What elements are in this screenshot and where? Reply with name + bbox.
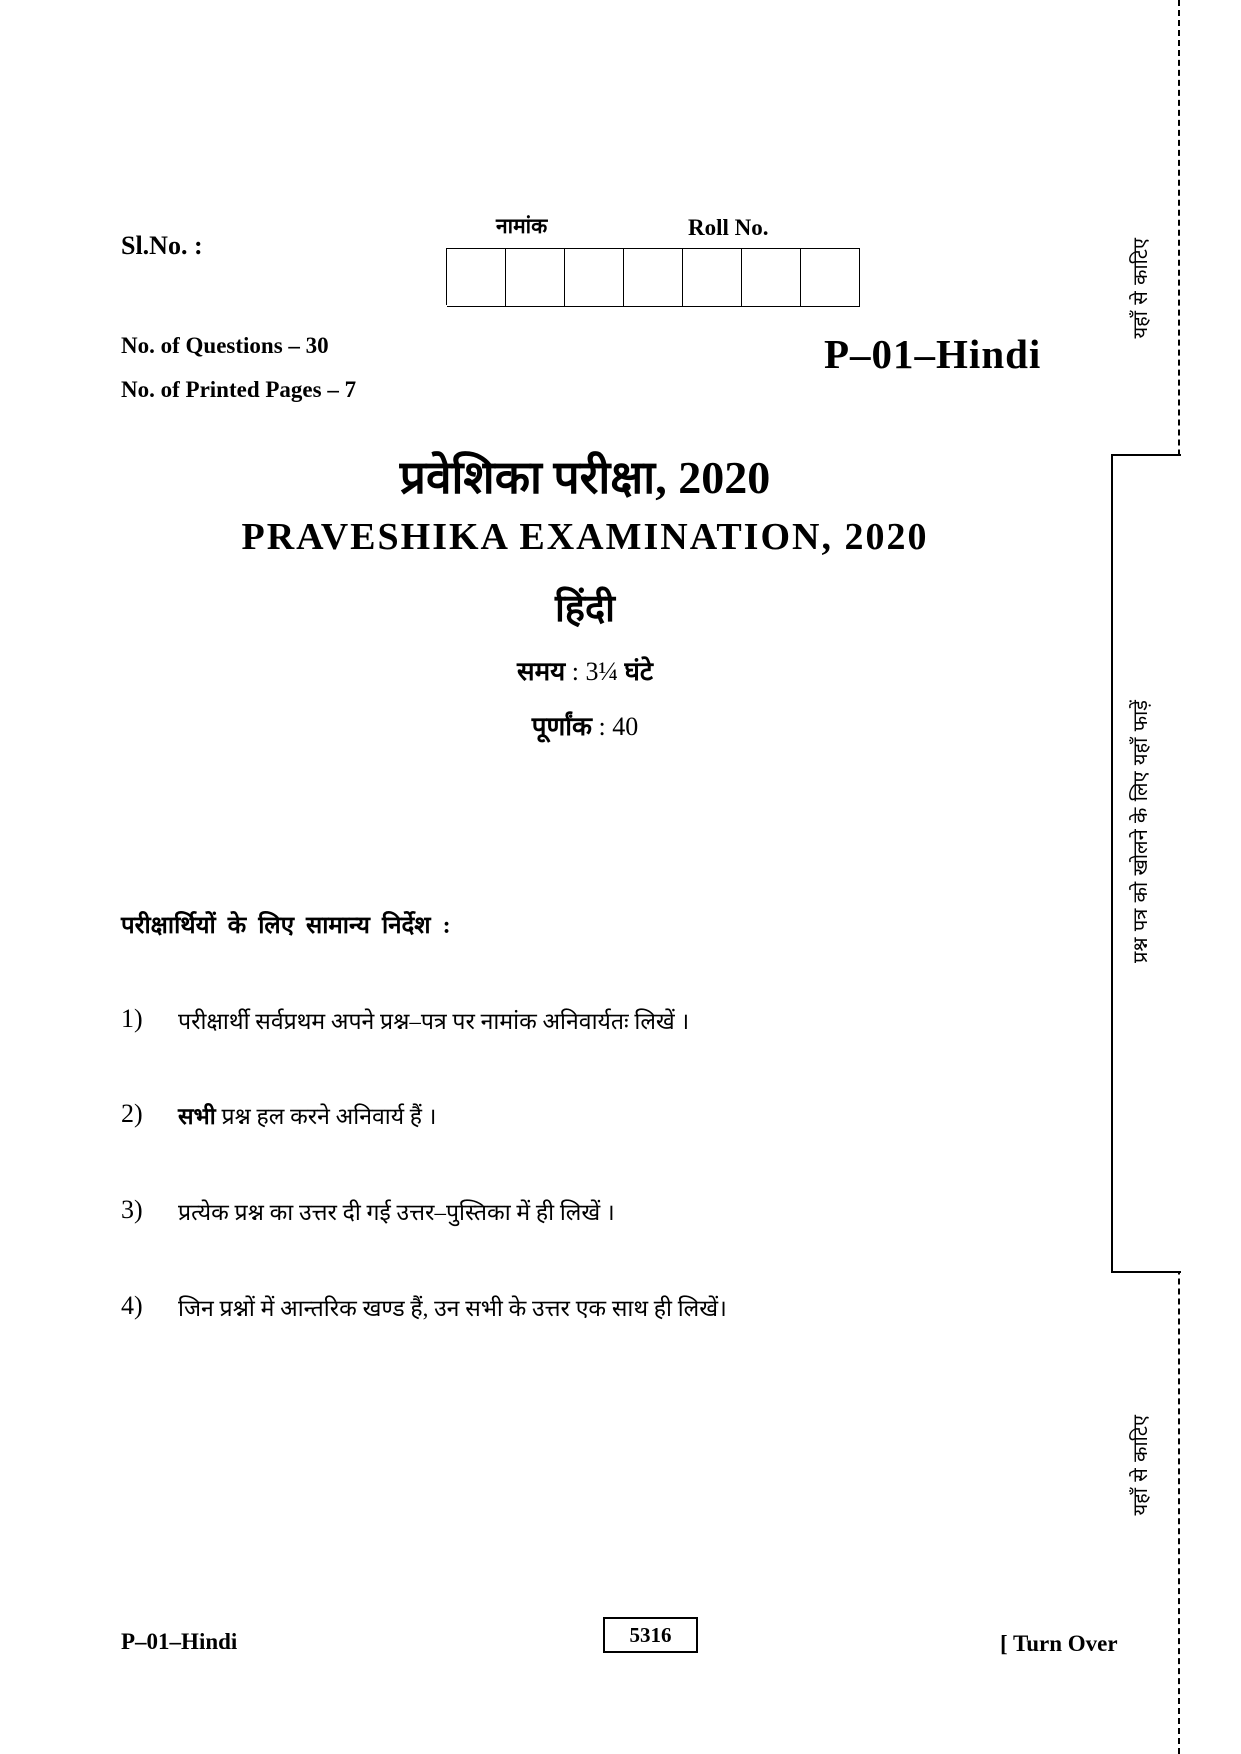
instruction-text: परीक्षार्थी सर्वप्रथम अपने प्रश्न–पत्र पर नामांक अनिवार्यतः लिखें । xyxy=(178,1009,690,1034)
instruction-number: 2) xyxy=(121,1099,143,1128)
time-unit: घंटे xyxy=(624,657,653,686)
number-of-printed-pages: No. of Printed Pages – 7 xyxy=(121,377,357,402)
namank-label: नामांक xyxy=(496,214,548,238)
time-allowed xyxy=(0,652,1170,688)
paper-code: P–01–Hindi xyxy=(824,331,1042,377)
number-of-questions: No. of Questions – 30 xyxy=(121,333,329,358)
footer-paper-code: P–01–Hindi xyxy=(121,1629,238,1654)
marks-value: : 40 xyxy=(592,712,639,741)
roll-number-box[interactable] xyxy=(506,248,565,307)
exam-title-hindi: प्रवेशिका परीक्षा, 2020 xyxy=(399,452,771,503)
cut-here-label-top: यहाँ से काटिए xyxy=(1128,238,1152,339)
instruction-number: 4) xyxy=(121,1291,143,1320)
roll-number-boxes[interactable] xyxy=(446,248,860,305)
roll-number-box[interactable] xyxy=(565,248,624,307)
subject-title: हिंदी xyxy=(554,588,616,630)
instruction-text-rest: प्रश्न हल करने अनिवार्य हैं । xyxy=(215,1104,437,1129)
instructions-heading: परीक्षार्थियों के लिए सामान्य निर्देश : xyxy=(121,913,451,939)
turn-over-label: [ Turn Over xyxy=(1000,1631,1118,1656)
tear-here-label: प्रश्न पत्र को खोलने के लिए यहाँ फाड़ें xyxy=(1128,700,1152,964)
instruction-number: 1) xyxy=(121,1004,143,1033)
roll-number-box[interactable] xyxy=(742,248,801,307)
instruction-text xyxy=(178,1099,437,1131)
instruction-emphasis: सभी xyxy=(178,1104,216,1129)
roll-number-box[interactable] xyxy=(801,248,860,307)
exam-title-english: PRAVESHIKA EXAMINATION, 2020 xyxy=(241,516,929,558)
time-label: समय xyxy=(517,657,566,686)
roll-number-box[interactable] xyxy=(447,248,506,307)
serial-number-label: Sl.No. : xyxy=(121,231,203,260)
instruction-text: प्रत्येक प्रश्न का उत्तर दी गई उत्तर–पुस्तिका में ही लिखें । xyxy=(178,1200,615,1225)
maximum-marks xyxy=(0,707,1170,743)
cut-here-label-bottom: यहाँ से काटिए xyxy=(1128,1415,1152,1516)
time-value: : 3¼ xyxy=(565,657,625,686)
instruction-number: 3) xyxy=(121,1195,143,1224)
roll-number-box[interactable] xyxy=(624,248,683,307)
roll-number-label: Roll No. xyxy=(688,215,769,240)
roll-number-box[interactable] xyxy=(683,248,742,307)
page-number-box: 5316 xyxy=(603,1617,698,1653)
instruction-text: जिन प्रश्नों में आन्तरिक खण्ड हैं, उन सभी के उत्तर एक साथ ही लिखें। xyxy=(178,1296,727,1321)
marks-label: पूर्णांक xyxy=(531,712,593,741)
